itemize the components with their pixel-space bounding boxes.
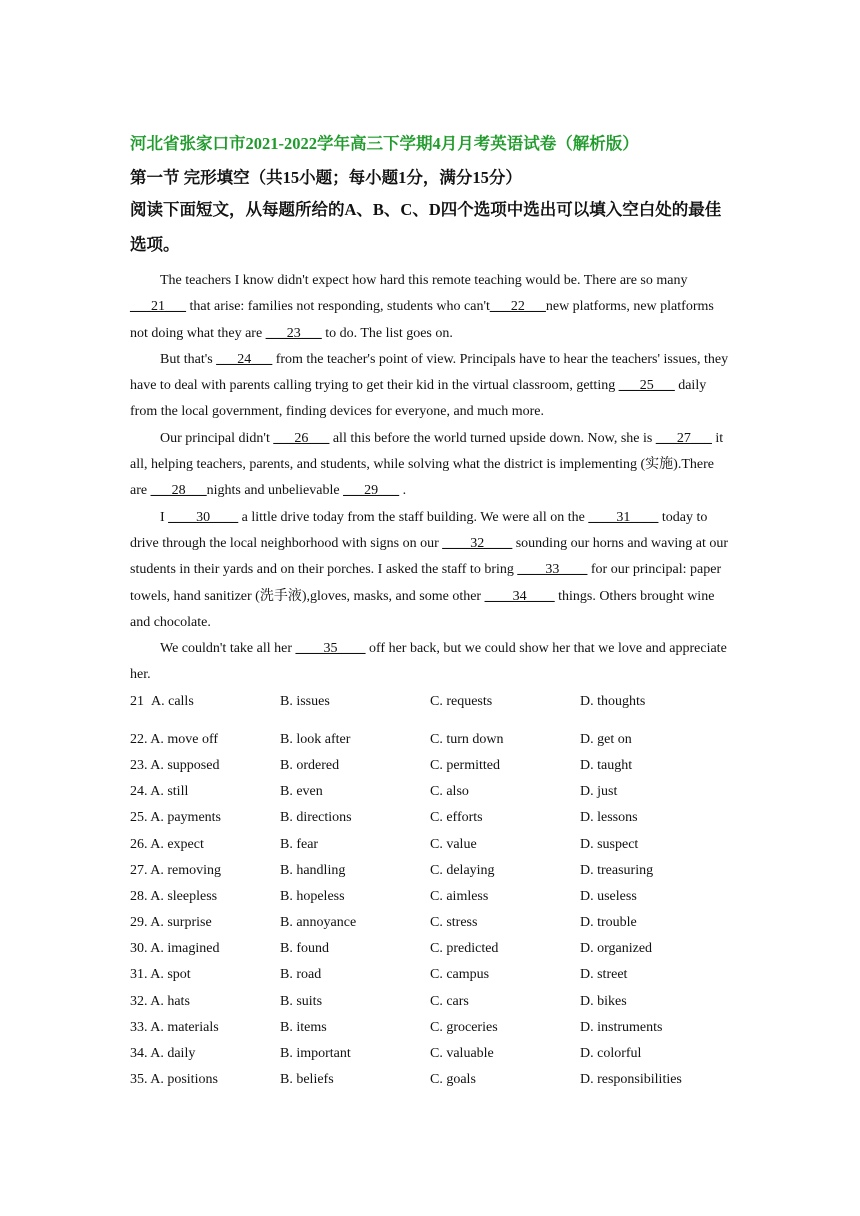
- question-number: 28.: [130, 888, 148, 904]
- option-a: A. materials: [150, 1019, 219, 1035]
- option-row-23: [130, 753, 730, 779]
- option-c: C. goals: [430, 1072, 476, 1088]
- option-c: C. stress: [430, 915, 478, 931]
- option-c: C. delaying: [430, 862, 495, 878]
- blank-30: ____30____: [168, 509, 239, 525]
- blank-25: ___25___: [618, 378, 675, 394]
- option-d: D. colorful: [580, 1046, 642, 1061]
- option-c: C. cars: [430, 993, 469, 1009]
- option-b: B. directions: [280, 810, 352, 826]
- question-number: 34.: [130, 1046, 148, 1061]
- option-row-34: [130, 1041, 730, 1067]
- option-c: C. turn down: [430, 731, 504, 747]
- option-b: B. ordered: [280, 757, 340, 773]
- option-a: A. surprise: [150, 915, 212, 931]
- option-d: D. get on: [580, 731, 632, 747]
- option-d: D. useless: [580, 888, 637, 904]
- question-number: 32.: [130, 993, 148, 1009]
- option-b: B. beliefs: [280, 1072, 334, 1088]
- option-row-30: [130, 936, 730, 962]
- option-a: A. calls: [151, 693, 194, 709]
- paragraph-2: But that's ___24___ from the teacher's point of view. Principals have to hear the teachers' issues, they have to deal with parents calling trying to get their kid in the virtual classroom, getting ___25___ daily from the local government, finding devices for everyone, and much more.: [130, 351, 729, 420]
- passage: [130, 268, 730, 689]
- option-c: C. efforts: [430, 810, 483, 826]
- option-d: D. just: [580, 784, 618, 800]
- option-b: B. handling: [280, 862, 346, 878]
- option-b: B. look after: [280, 731, 351, 747]
- blank-23: ___23___: [265, 325, 322, 341]
- option-a: A. move off: [150, 731, 219, 747]
- option-a: A. daily: [150, 1046, 196, 1061]
- option-row-28: [130, 884, 730, 910]
- option-d: D. street: [580, 967, 628, 983]
- question-number: 25.: [130, 810, 148, 826]
- option-b: B. even: [280, 784, 323, 800]
- question-number: 23.: [130, 757, 148, 773]
- option-a: A. spot: [150, 967, 191, 983]
- option-d: D. thoughts: [580, 693, 646, 709]
- option-row-26: [130, 832, 730, 858]
- option-d: D. trouble: [580, 915, 637, 931]
- option-a: A. supposed: [150, 757, 220, 773]
- question-number: 29.: [130, 915, 148, 931]
- option-b: B. issues: [280, 693, 330, 709]
- option-a: A. imagined: [150, 941, 220, 957]
- blank-31: ____31____: [588, 509, 659, 525]
- blank-21: ___21___: [130, 299, 186, 315]
- option-a: A. positions: [150, 1072, 218, 1088]
- option-row-35: [130, 1067, 730, 1093]
- option-c: C. also: [430, 784, 469, 800]
- option-c: C. groceries: [430, 1019, 498, 1035]
- option-row-24: [130, 779, 730, 805]
- option-row-33: [130, 1015, 730, 1041]
- option-d: D. bikes: [580, 993, 627, 1009]
- option-c: C. permitted: [430, 757, 500, 773]
- blank-26: ___26___: [273, 430, 330, 446]
- page-title: 河北省张家口市2021-2022学年高三下学期4月月考英语试卷（解析版）: [130, 134, 639, 153]
- blank-33: ____33____: [517, 562, 588, 578]
- paragraph-3: Our principal didn't ___26___ all this before the world turned upside down. Now, she is ___27___ it all, helping teachers, parents, and students, while solving what the district is implementing (实施).There are ___28___nights and unbelievable ___29___ .: [130, 430, 724, 499]
- option-row-29: [130, 910, 730, 936]
- option-row-32: [130, 989, 730, 1015]
- blank-35: ____35____: [295, 641, 366, 657]
- blank-22: ___22___: [489, 299, 546, 315]
- blank-27: ___27___: [655, 430, 712, 446]
- instructions: 阅读下面短文，从每题所给的A、B、C、D四个选项中选出可以填入空白处的最佳选项。: [130, 200, 722, 254]
- option-row-25: [130, 805, 730, 831]
- option-b: B. suits: [280, 993, 323, 1009]
- question-number: 33.: [130, 1019, 148, 1035]
- question-number: 22.: [130, 731, 148, 747]
- blank-29: ___29___: [343, 483, 400, 499]
- option-a: A. payments: [150, 810, 221, 826]
- option-row-27: [130, 858, 730, 884]
- option-d: D. responsibilities: [580, 1072, 682, 1088]
- option-c: C. value: [430, 836, 477, 852]
- option-a: A. sleepless: [150, 888, 218, 904]
- option-row-21: [130, 689, 730, 727]
- question-number: 26.: [130, 836, 148, 852]
- option-b: B. annoyance: [280, 915, 357, 931]
- option-d: D. lessons: [580, 810, 638, 826]
- question-number: 35.: [130, 1072, 148, 1088]
- option-d: D. taught: [580, 757, 633, 773]
- question-number: 31.: [130, 967, 148, 983]
- question-number: 30.: [130, 941, 148, 957]
- option-c: C. predicted: [430, 941, 499, 957]
- blank-34: ____34____: [484, 588, 555, 604]
- document-page: [130, 130, 730, 1093]
- option-c: C. campus: [430, 967, 490, 983]
- question-number: 21: [130, 693, 144, 709]
- paragraph-5: We couldn't take all her ____35____ off her back, but we could show her that we love and appreciate her.: [130, 641, 727, 683]
- option-b: B. important: [280, 1046, 351, 1061]
- option-c: C. aimless: [430, 888, 489, 904]
- option-b: B. fear: [280, 836, 319, 852]
- option-a: A. still: [150, 784, 189, 800]
- option-c: C. valuable: [430, 1046, 494, 1061]
- option-d: D. treasuring: [580, 862, 654, 878]
- option-b: B. hopeless: [280, 888, 345, 904]
- option-a: A. hats: [150, 993, 190, 1009]
- paragraph-4: I ____30____ a little drive today from the staff building. We were all on the ____31____ today to drive through the local neighborhood with signs on our ____32____ sounding our horns and waving at our students in their yards and on their porches. I asked the staff to bring ____33____ for our principal: paper towels, hand sanitizer (洗手液),gloves, masks, and some other ____34____ things. Others brought wine and chocolate.: [130, 509, 729, 630]
- question-number: 24.: [130, 784, 148, 800]
- question-number: 27.: [130, 862, 148, 878]
- blank-32: ____32____: [442, 535, 513, 551]
- option-b: B. items: [280, 1019, 327, 1035]
- paragraph-1: The teachers I know didn't expect how hard this remote teaching would be. There are so many ___21___ that arise: families not responding, students who can't___22___new platforms, new platforms not doing what they are ___23___ to do. The list goes on.: [130, 273, 714, 341]
- option-a: A. removing: [150, 862, 221, 878]
- blank-28: ___28___: [150, 483, 207, 499]
- option-c: C. requests: [430, 693, 493, 709]
- option-a: A. expect: [150, 836, 204, 852]
- option-row-22: [130, 727, 730, 753]
- option-row-31: [130, 962, 730, 988]
- option-d: D. instruments: [580, 1019, 663, 1035]
- blank-24: ___24___: [216, 351, 273, 367]
- option-b: B. found: [280, 941, 329, 957]
- option-d: D. suspect: [580, 836, 639, 852]
- section-heading: 第一节 完形填空（共15小题；每小题1分，满分15分）: [130, 168, 522, 187]
- option-d: D. organized: [580, 941, 653, 957]
- option-b: B. road: [280, 967, 322, 983]
- answer-options: [130, 689, 730, 1094]
